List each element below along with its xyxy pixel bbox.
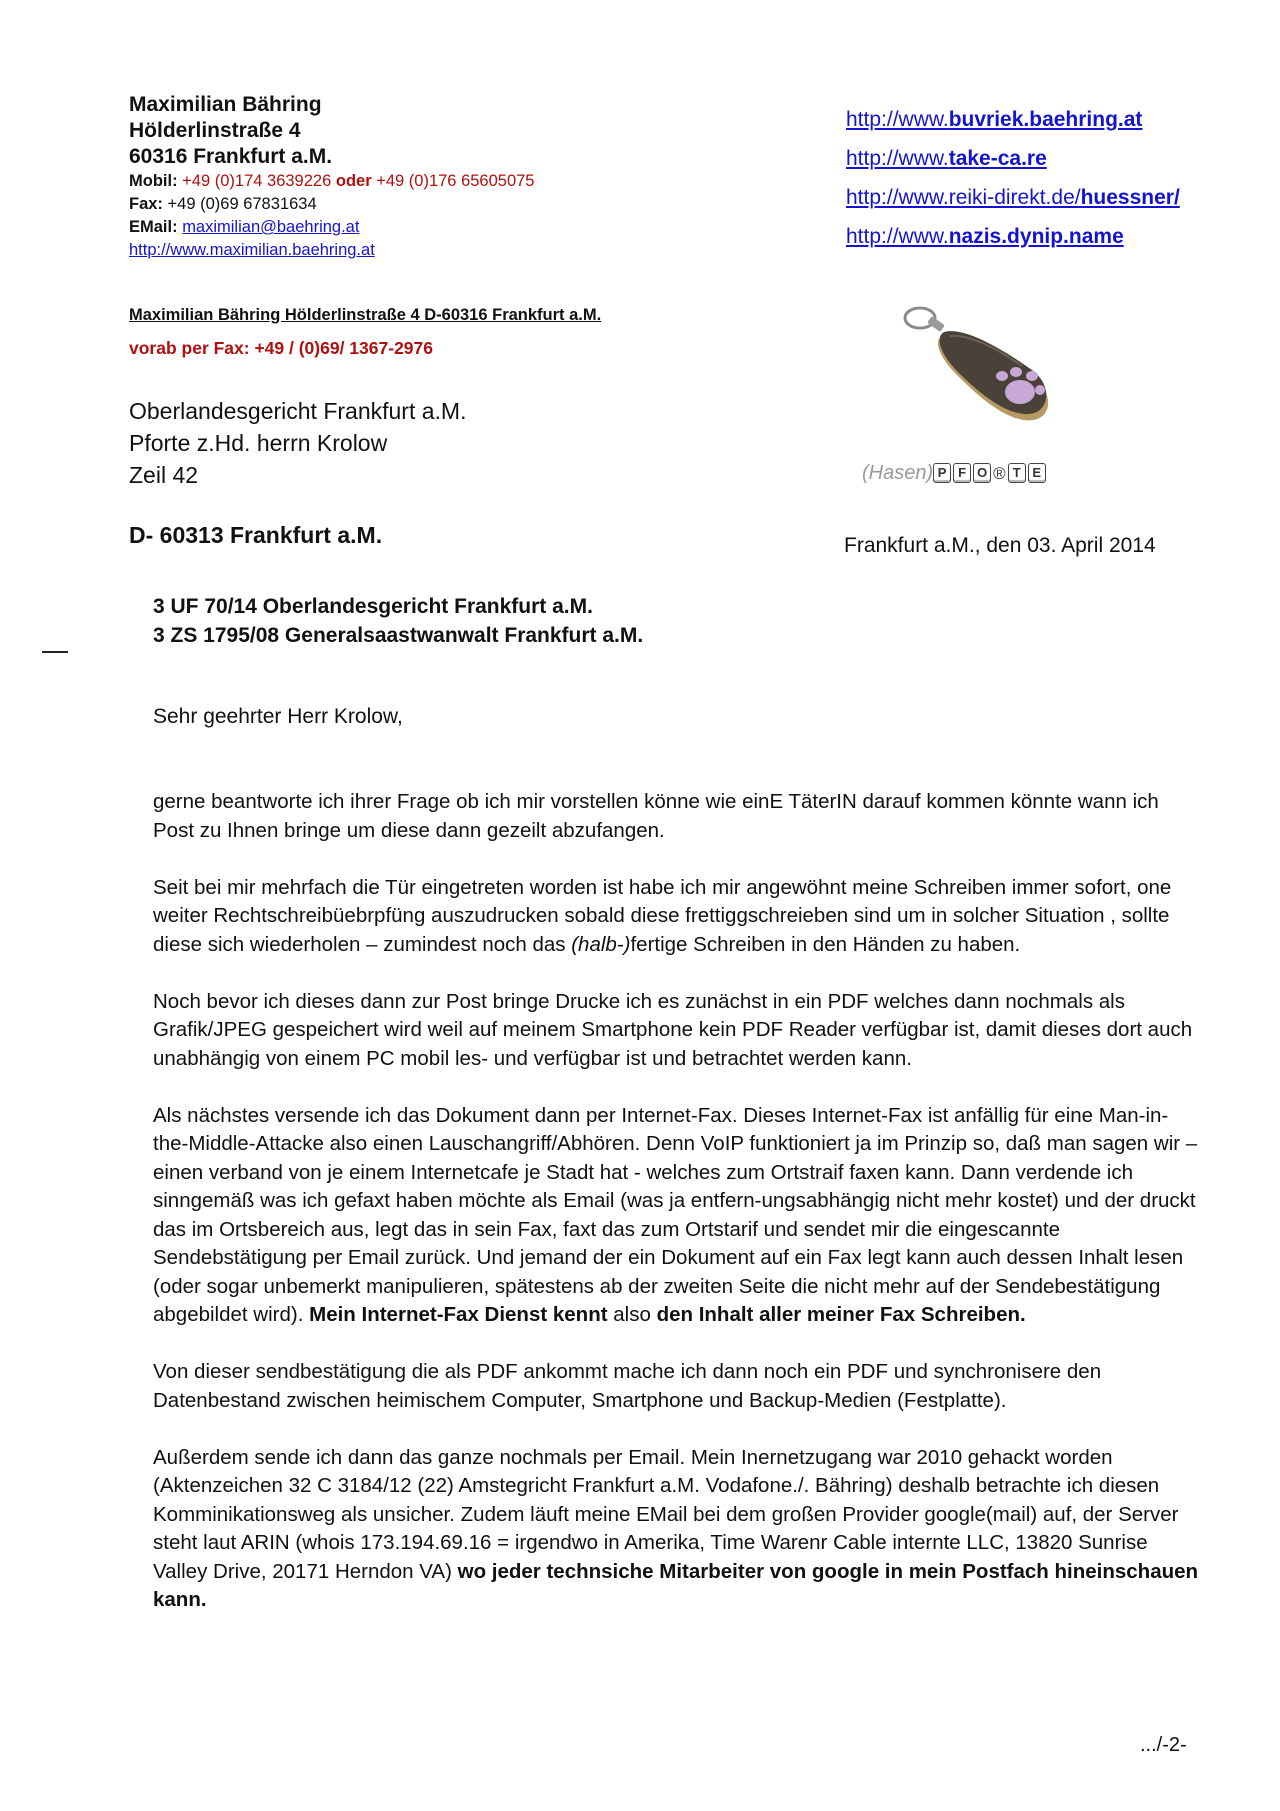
case-reference-2: 3 ZS 1795/08 Generalsaastwanwalt Frankfurt a.M.	[153, 624, 644, 647]
fax-advance-note: vorab per Fax: +49 / (0)69/ 1367-2976	[129, 338, 433, 358]
url-link-1[interactable]: http://www.buvriek.baehring.at	[846, 108, 1143, 131]
salutation: Sehr geehrter Herr Krolow,	[153, 705, 403, 728]
pfote-key-f: F	[953, 463, 971, 483]
return-address: Maximilian Bähring Hölderlinstraße 4 D-60316 Frankfurt a.M.	[129, 306, 602, 324]
paragraph-5: Von dieser sendbestätigung die als PDF ankommt mache ich dann noch ein PDF und synchronisere den Datenbestand zwischen heimischem Computer, Smartphone und Backup-Medien (Festplatte).	[153, 1360, 1102, 1412]
sender-email-line	[129, 216, 649, 239]
mobile-label: Mobil:	[129, 172, 178, 190]
case-reference-1: 3 UF 70/14 Oberlandesgericht Frankfurt a.M.	[153, 595, 593, 618]
sender-website-line	[129, 239, 649, 262]
url-list	[846, 100, 1246, 256]
mobile-number-1: +49 (0)174 3639226	[182, 172, 332, 190]
mobile-number-2: +49 (0)176 65605075	[376, 172, 535, 190]
sender-mobile-line	[129, 170, 649, 193]
pfote-registered: ®	[993, 464, 1006, 483]
website-link[interactable]: http://www.maximilian.baehring.at	[129, 241, 375, 259]
url-link-2[interactable]: http://www.take-ca.re	[846, 147, 1047, 170]
email-link[interactable]: maximilian@baehring.at	[182, 218, 360, 236]
url-link-4[interactable]: http://www.nazis.dynip.name	[846, 225, 1124, 248]
sender-block	[129, 92, 649, 262]
fax-label: Fax:	[129, 195, 163, 213]
recipient-line-1: Oberlandesgericht Frankfurt a.M.	[129, 398, 467, 424]
email-label: EMail:	[129, 218, 178, 236]
case-references	[153, 592, 643, 650]
paragraph-4: Als nächstes versende ich das Dokument dann per Internet-Fax. Dieses Internet-Fax ist anfällig für eine Man-in-the-Middle-Attacke also einen Lauschangriff/Abhören. Denn VoIP funktioniert ja im Prinzip so, daß man sagen wir – einen verband von je einem Internetcafe je Stadt hat - welches zum Ortstraif faxen kann. Dann verdende ich sinngemäß was ich gefaxt haben möchte als Email (was ja entfern-ungsabhängig nicht mehr kostet) und der druckt das im Ortsbereich aus, legt das in sein Fax, faxt das zum Ortstarif und sendet mir die eingescannte Sendebstätigung per Email zurück. Und jemand der ein Dokument auf ein Fax legt kann auch dessen Inhalt lesen (oder sogar unbemerkt manipulieren, spätestens ab der zweiten Seite die nicht mehr auf der Sendebestätigung abgebildet wird). Mein Internet-Fax Dienst kennt also den Inhalt aller meiner Fax Schreiben.	[153, 1103, 1198, 1326]
url-link-3[interactable]: http://www.reiki-direkt.de/huessner/	[846, 186, 1180, 209]
sender-street: Hölderlinstraße 4	[129, 119, 301, 142]
letter-date: Frankfurt a.M., den 03. April 2014	[844, 534, 1156, 557]
recipient-block	[129, 395, 466, 491]
sender-fax-line	[129, 193, 649, 216]
recipient-city: D- 60313 Frankfurt a.M.	[129, 522, 383, 548]
fax-number: +49 (0)69 67831634	[167, 195, 317, 213]
recipient-line-2: Pforte z.Hd. herrn Krolow	[129, 430, 388, 456]
page-number: .../-2-	[1140, 1734, 1187, 1756]
fold-mark	[42, 651, 68, 653]
paragraph-6: Außerdem sende ich dann das ganze nochmals per Email. Mein Inernetzugang war 2010 gehackt worden (Aktenzeichen 32 C 3184/12 (22) Amstegricht Frankfurt a.M. Vodafone./. Bähring) deshalb betrachte ich diesen Komminikationsweg als unsicher. Zudem läuft meine EMail bei dem großen Provider google(mail) auf, der Server steht laut ARIN (whois 173.194.69.16 = irgendwo in Amerika, Time Warenr Cable internte LLC, 13820 Sunrise Valley Drive, 20171 Herndon VA) wo jeder technsiche Mitarbeiter von google in mein Postfach hineinschauen kann.	[153, 1445, 1199, 1611]
sender-name: Maximilian Bähring	[129, 93, 322, 116]
mobile-or: oder	[335, 172, 372, 190]
pfote-key-e: E	[1028, 463, 1046, 483]
recipient-line-3: Zeil 42	[129, 462, 199, 488]
paragraph-3: Noch bevor ich dieses dann zur Post bringe Drucke ich es zunächst in ein PDF welches dann nochmals als Grafik/JPEG gespeichert wird weil auf meinem Smartphone kein PDF Reader verfügbar ist, damit dieses dort auch unabhängig von einem PC mobil les- und verfügbar ist und betrachtet werden kann.	[153, 989, 1193, 1070]
paragraph-2: Seit bei mir mehrfach die Tür eingetreten worden ist habe ich mir angewöhnt meine Schreiben immer sofort, one weiter Rechtschreibüebrpfüng auszudrucken sobald diese frettiggschreieben sind um in solcher Situation , sollte diese sich wiederholen – zumindest noch das (halb-)fertige Schreiben in den Händen zu haben.	[153, 875, 1172, 956]
pfote-prefix: (Hasen)	[862, 462, 934, 484]
sender-city: 60316 Frankfurt a.M.	[129, 145, 333, 168]
pfote-key-o: O	[973, 463, 991, 483]
pfote-key-p: P	[933, 463, 951, 483]
paw-keychain-icon	[892, 296, 1064, 426]
paragraph-1: gerne beantworte ich ihrer Frage ob ich mir vorstellen könne wie einE TäterIN darauf kommen könnte wann ich Post zu Ihnen bringe um diese dann gezeilt abzufangen.	[153, 790, 1159, 842]
pfote-key-t: T	[1008, 463, 1026, 483]
pfote-caption	[862, 462, 1048, 485]
letter-body	[153, 788, 1203, 1643]
